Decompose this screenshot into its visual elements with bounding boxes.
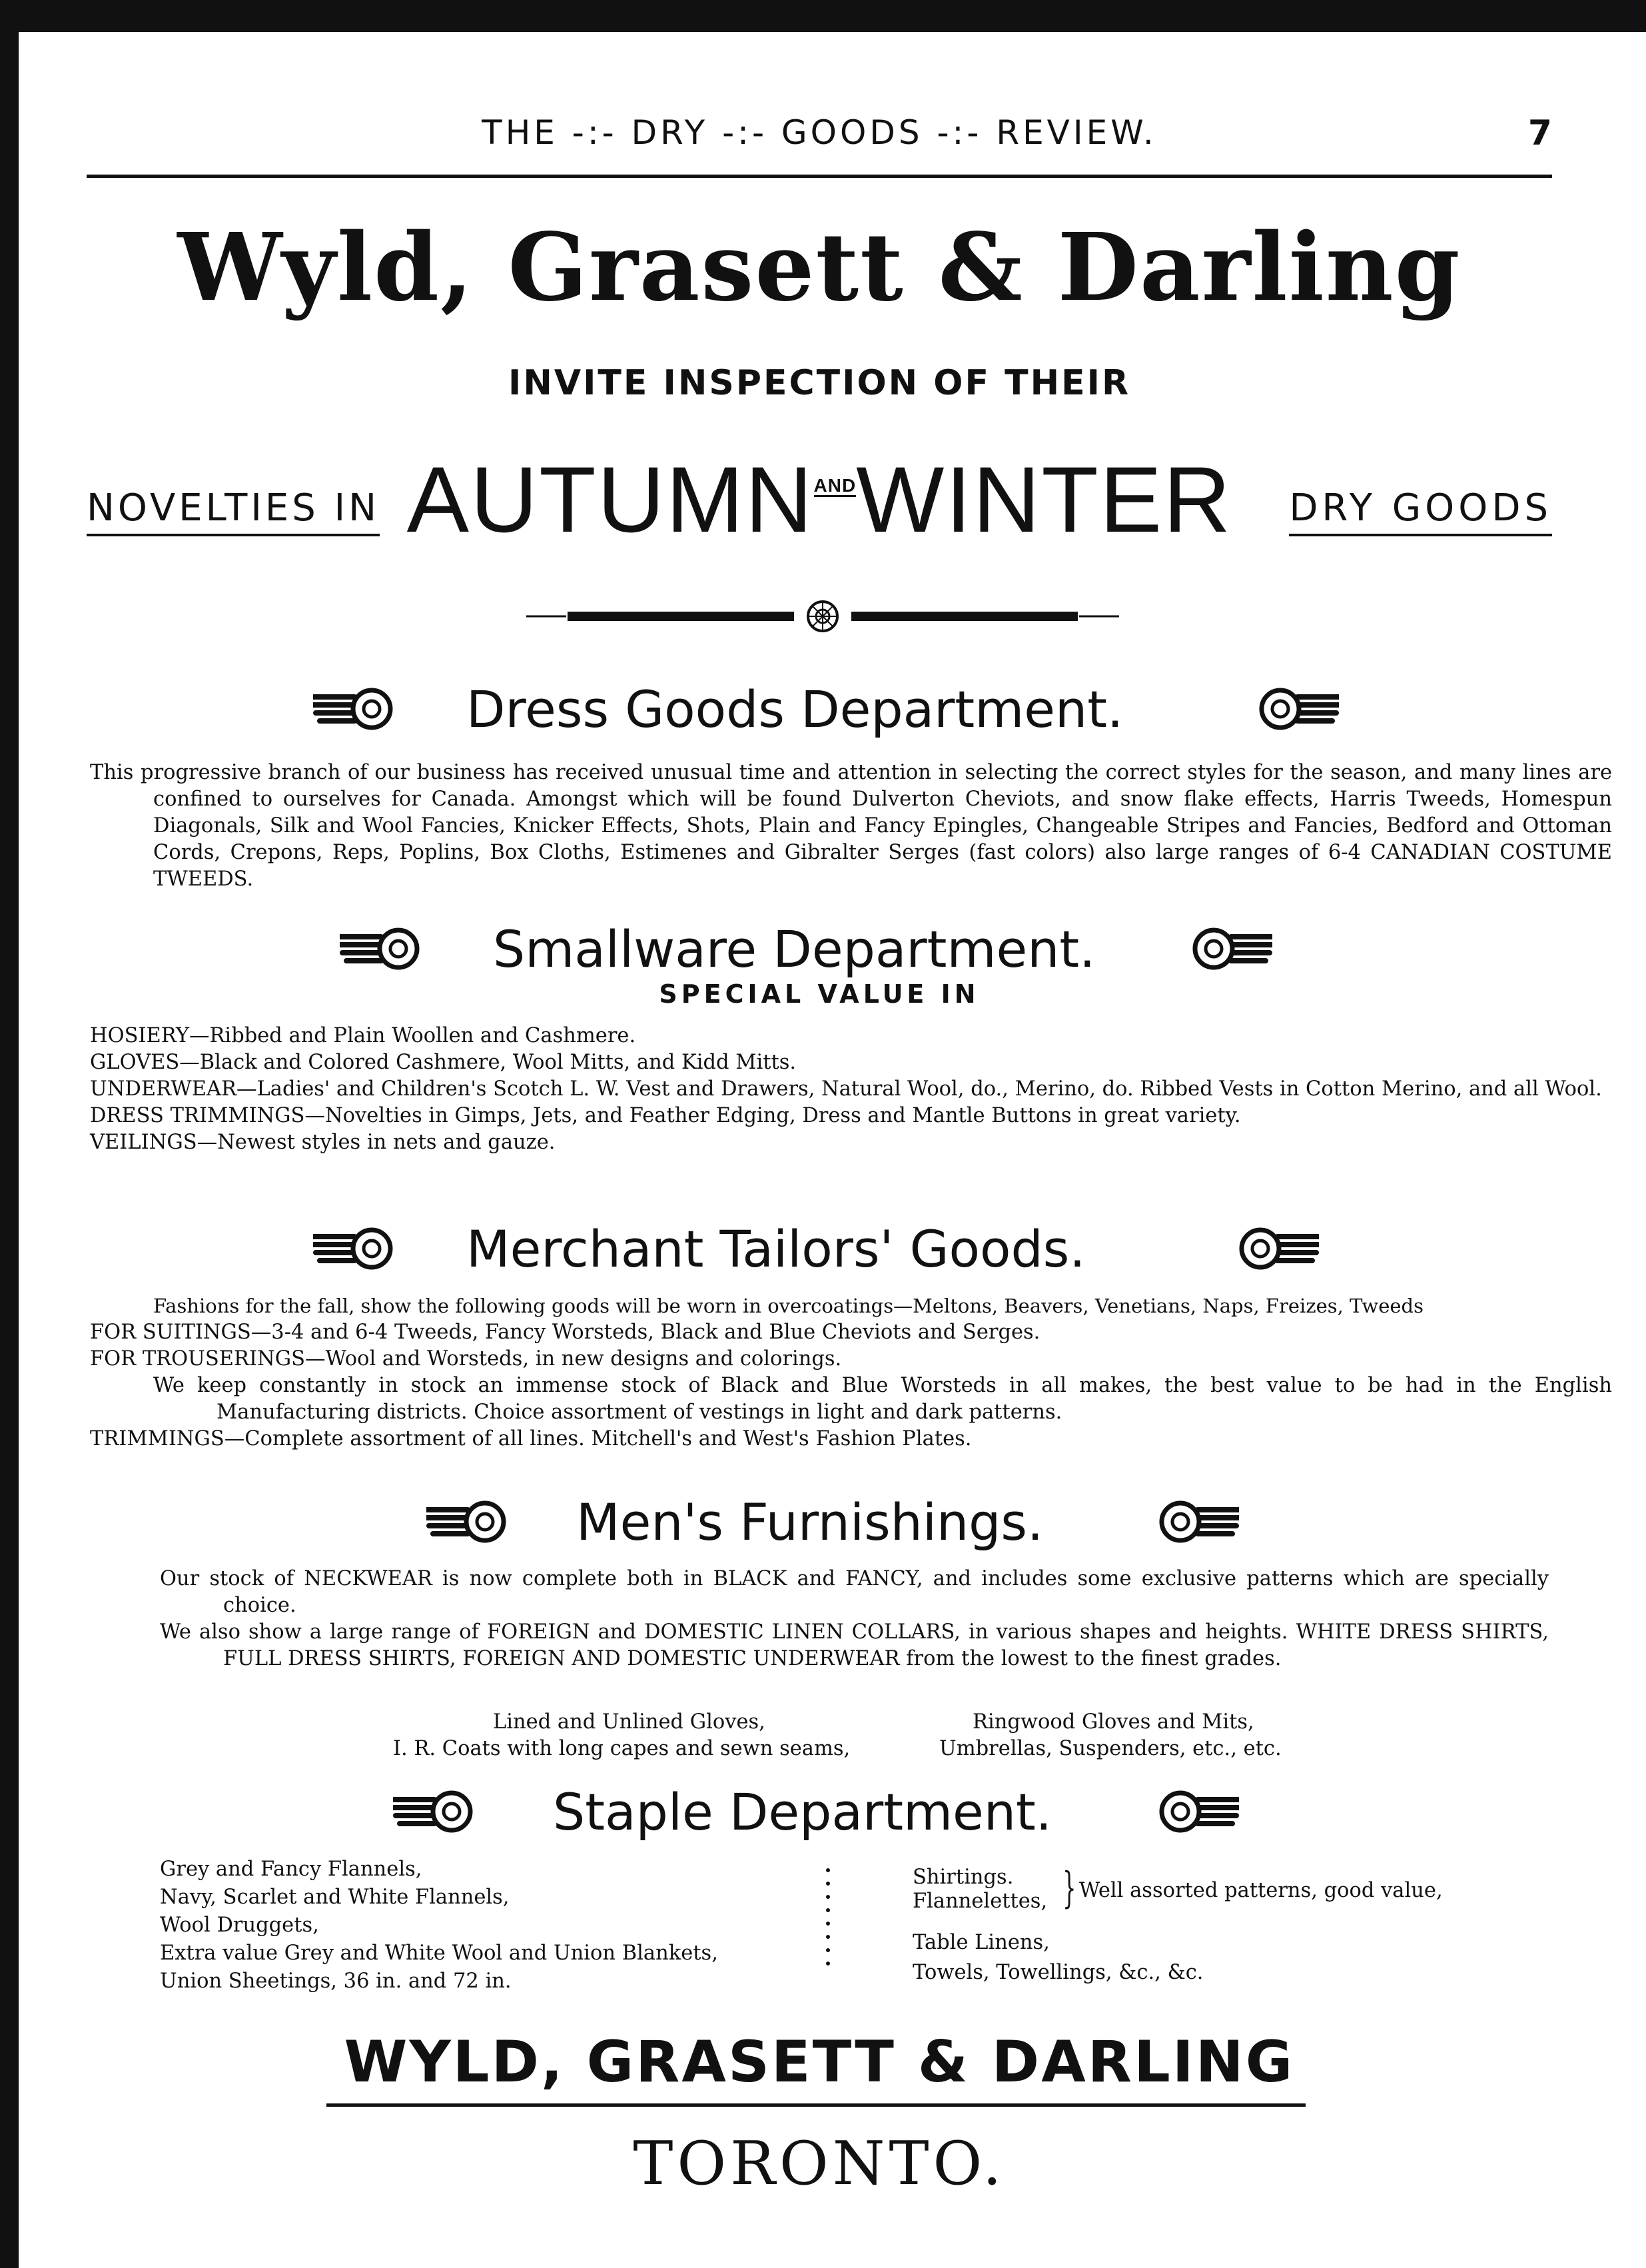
tailors-item-worsteds: We keep constantly in stock an immense stock of Black and Blue Worsteds in all makes, the best value to be had in the English Manufacturing districts. Choice assortment of vestings in light and dark patterns. (153, 1374, 1612, 1424)
pointing-hand-right-icon (313, 685, 393, 732)
pointing-hand-right-icon (340, 925, 420, 971)
staple-item-sheetings: Union Sheetings, 36 in. and 72 in. (160, 1970, 512, 1993)
pointing-hand-right-icon (313, 1225, 393, 1271)
column-divider-dots (825, 1859, 831, 1975)
merchant-tailors-heading (313, 1219, 1319, 1286)
mens-para-collars: We also show a large range of FOREIGN and DOMESTIC LINEN COLLARS, in various shapes and heights. WHITE DRESS SHIRTS, FULL DRESS SHIRTS, FOREIGN AND DOMESTIC UNDERWEAR from the lowest to the finest grades. (160, 1620, 1549, 1670)
pointing-hand-left-icon (1239, 1225, 1319, 1271)
staple-item-table-linens: Table Linens, (913, 1931, 1050, 1954)
mens-right-items (939, 1709, 1406, 1762)
staple-title: Staple Department. (553, 1782, 1052, 1842)
smallware-item-gloves: GLOVES—Black and Colored Cashmere, Wool Mitts, and Kidd Mitts. (90, 1051, 797, 1074)
merchant-tailors-list (90, 1293, 1612, 1452)
tailors-item-trouserings: FOR TROUSERINGS—Wool and Worsteds, in new designs and colorings. (90, 1347, 842, 1371)
firm-title: Wyld, Grasett & Darling (177, 213, 1461, 322)
tailors-item-trimmings: TRIMMINGS—Complete assortment of all lines. Mitchell's and West's Fashion Plates. (90, 1427, 972, 1450)
tailors-item-fashions: Fashions for the fall, show the following goods will be worn in overcoatings—Meltons, Beavers, Venetians, Naps, Freizes, Tweeds (153, 1295, 1424, 1317)
pointing-hand-right-icon (393, 1788, 473, 1834)
smallware-subtitle: SPECIAL VALUE IN (659, 979, 980, 1009)
tailors-item-suitings: FOR SUITINGS—3-4 and 6-4 Tweeds, Fancy Worsteds, Black and Blue Cheviots and Serges. (90, 1321, 1040, 1344)
footer-rule (326, 2103, 1306, 2107)
staple-right-items (913, 1928, 1379, 1987)
header-rule (87, 175, 1552, 178)
smallware-title: Smallware Department. (493, 919, 1096, 979)
mens-left-item-coats: I. R. Coats with long capes and sewn seams, (393, 1737, 851, 1760)
mens-right-item-umbrellas: Umbrellas, Suspenders, etc., etc. (939, 1737, 1282, 1760)
smallware-list (90, 1023, 1602, 1156)
pointing-hand-left-icon (1259, 685, 1339, 732)
novelties-left-text: NOVELTIES IN (87, 486, 380, 536)
staple-left-items (160, 1856, 826, 1995)
footer-city: TORONTO. (633, 2129, 1006, 2199)
footer-firm-name: WYLD, GRASETT & DARLING (344, 2029, 1295, 2095)
pointing-hand-left-icon (1159, 1498, 1239, 1544)
staple-brace-icon: } (1062, 1864, 1076, 1913)
mens-left-item-gloves: Lined and Unlined Gloves, (493, 1710, 765, 1734)
smallware-item-hosiery: HOSIERY—Ribbed and Plain Woollen and Cashmere. (90, 1024, 636, 1047)
running-head (87, 113, 1552, 160)
smallware-item-underwear: UNDERWEAR—Ladies' and Children's Scotch L. W. Vest and Drawers, Natural Wool, do., Merino, do. Ribbed Vests in Cotton Merino, and all Wool. (90, 1077, 1602, 1101)
merchant-tailors-title: Merchant Tailors' Goods. (466, 1219, 1086, 1279)
novelties-banner (87, 447, 1552, 560)
novelties-right-text: DRY GOODS (1289, 486, 1552, 536)
staple-item-towels: Towels, Towellings, &c., &c. (913, 1961, 1204, 1984)
winter-word: WINTER (856, 447, 1232, 552)
smallware-item-veilings: VEILINGS—Newest styles in nets and gauze. (90, 1131, 556, 1154)
page-top-border (0, 0, 1646, 32)
mens-furnishings-text (160, 1566, 1549, 1672)
staple-item-flannels: Grey and Fancy Flannels, (160, 1858, 422, 1881)
mens-right-item-ringwood: Ringwood Gloves and Mits, (973, 1710, 1254, 1734)
dress-goods-heading (313, 680, 1339, 746)
staple-item-flannelettes: Flannelettes, (913, 1890, 1048, 1913)
mens-furnishings-heading (426, 1492, 1239, 1559)
page-left-border (0, 0, 19, 2268)
pointing-hand-left-icon (1192, 925, 1272, 971)
autumn-word: AUTUMN (406, 447, 814, 552)
staple-item-navy-flannels: Navy, Scarlet and White Flannels, (160, 1886, 510, 1909)
pointing-hand-left-icon (1159, 1788, 1239, 1834)
staple-item-druggets: Wool Druggets, (160, 1914, 319, 1937)
mens-furnishings-title: Men's Furnishings. (576, 1492, 1044, 1552)
invite-line: INVITE INSPECTION OF THEIR (508, 363, 1131, 403)
dress-goods-title: Dress Goods Department. (466, 680, 1124, 739)
staple-item-shirtings: Shirtings. (913, 1866, 1014, 1889)
and-word: AND (813, 475, 857, 496)
staple-brace-note: Well assorted patterns, good value, (1079, 1879, 1443, 1902)
page-number: 7 (1527, 113, 1552, 153)
staple-item-blankets: Extra value Grey and White Wool and Union Blankets, (160, 1942, 718, 1965)
pointing-hand-right-icon (426, 1498, 506, 1544)
mens-para-neckwear: Our stock of NECKWEAR is now complete both in BLACK and FANCY, and includes some exclusive patterns which are specially choice. (160, 1567, 1549, 1617)
smallware-item-dress-trimmings: DRESS TRIMMINGS—Novelties in Gimps, Jets, and Feather Edging, Dress and Mantle Buttons in great variety. (90, 1104, 1241, 1127)
decorative-rule-ornament-icon (526, 600, 1119, 633)
journal-title: THE -:- DRY -:- GOODS -:- REVIEW. (482, 113, 1157, 152)
dress-goods-text: This progressive branch of our business has received unusual time and attention in selecting the correct styles for the season, and many lines are confined to ourselves for Canada. Amongst which will be found Dulverton Cheviots, and snow flake effects, Harris Tweeds, Homespun Diagonals, Silk and Wool Fancies, Knicker Effects, Shots, Plain and Fancy Epingles, Changeable Stripes and Fancies, Bedford and Ottoman Cords, Crepons, Reps, Poplins, Box Cloths, Estimenes and Gibralter Serges (fast colors) also large ranges of 6-4 CANADIAN COSTUME TWEEDS. (90, 761, 1612, 891)
mens-left-items (393, 1709, 926, 1762)
smallware-heading (340, 919, 1272, 986)
staple-heading (393, 1782, 1239, 1849)
